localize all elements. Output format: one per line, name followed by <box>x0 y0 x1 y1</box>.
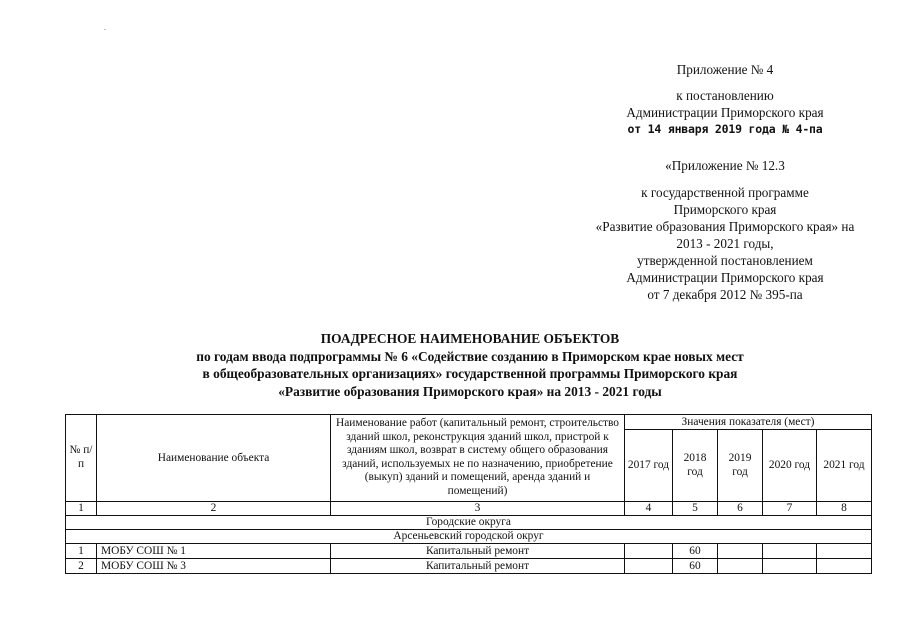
appendix-12-3-line: к государственной программе <box>641 185 809 200</box>
appendix-12-3-line: Администрации Приморского края <box>626 270 824 285</box>
row-value-2020 <box>763 543 817 558</box>
row-value-2019 <box>718 543 763 558</box>
row-work-type: Капитальный ремонт <box>331 543 625 558</box>
appendix-12-3-line: от 7 декабря 2012 № 395-па <box>647 287 803 302</box>
header-indicator-values: Значения показателя (мест) <box>625 415 872 430</box>
row-work-type: Капитальный ремонт <box>331 558 625 573</box>
row-value-2018: 60 <box>673 543 718 558</box>
group-row <box>66 515 872 529</box>
group-label: Городские округа <box>66 515 872 529</box>
column-number: 3 <box>331 501 625 515</box>
column-number: 5 <box>673 501 718 515</box>
header-year: 2017 год <box>625 430 673 502</box>
document-title <box>130 330 810 400</box>
table-row <box>66 543 872 558</box>
header-year: 2018 год <box>673 430 718 502</box>
appendix-4-heading: Приложение № 4 <box>676 62 774 77</box>
row-value-2018: 60 <box>673 558 718 573</box>
title-line: в общеобразовательных организациях» государственной программы Приморского края <box>202 366 738 381</box>
column-number: 1 <box>66 501 97 515</box>
title-line: «Развитие образования Приморского края» на 2013 - 2021 годы <box>278 383 662 399</box>
appendix-12-3-line: «Развитие образования Приморского края» на <box>595 219 855 234</box>
row-object-name: МОБУ СОШ № 3 <box>97 558 331 573</box>
row-number: 1 <box>66 543 97 558</box>
table-header-row <box>66 415 872 430</box>
column-number: 7 <box>763 501 817 515</box>
column-number: 4 <box>625 501 673 515</box>
header-object-name: Наименование объекта <box>97 415 331 502</box>
column-number: 2 <box>97 501 331 515</box>
appendix-4-line: к постановлению <box>676 88 774 103</box>
appendix-12-3-block <box>560 157 890 303</box>
column-number: 6 <box>718 501 763 515</box>
subgroup-row <box>66 529 872 543</box>
header-num: № п/п <box>66 415 97 502</box>
column-number: 8 <box>817 501 872 515</box>
title-line: по годам ввода подпрограммы № 6 «Содействие созданию в Приморском крае новых мест <box>196 348 744 364</box>
appendix-12-3-line: 2013 - 2021 годы, <box>676 236 774 251</box>
row-value-2021 <box>817 543 872 558</box>
row-number: 2 <box>66 558 97 573</box>
title-line: ПОАДРЕСНОЕ НАИМЕНОВАНИЕ ОБЪЕКТОВ <box>320 331 620 346</box>
subgroup-label: Арсеньевский городской округ <box>66 529 872 543</box>
row-value-2021 <box>817 558 872 573</box>
appendix-4-date-stamp: от 14 января 2019 года № 4-па <box>627 122 823 136</box>
row-value-2020 <box>763 558 817 573</box>
appendix-12-3-line: Приморского края <box>673 202 777 217</box>
row-value-2017 <box>625 543 673 558</box>
header-year: 2020 год <box>763 430 817 502</box>
objects-table <box>65 414 872 574</box>
header-year: 2019 год <box>718 430 763 502</box>
appendix-4-line: Администрации Приморского края <box>626 105 824 120</box>
header-year: 2021 год <box>817 430 872 502</box>
column-numbering-row <box>66 501 872 515</box>
appendix-12-3-heading: «Приложение № 12.3 <box>665 158 785 173</box>
table-row <box>66 558 872 573</box>
appendix-12-3-line: утвержденной постановлением <box>637 253 813 268</box>
appendix-4-block <box>560 61 890 138</box>
row-value-2017 <box>625 558 673 573</box>
row-object-name: МОБУ СОШ № 1 <box>97 543 331 558</box>
header-work-type: Наименование работ (капитальный ремонт, строительство зданий школ, реконструкция зданий школ, пристрой к зданиям школ, возврат в систему общего образования зданий, используемых не по назначению, приобретение (выкуп) зданий и помещений, аренда зданий и помещений) <box>331 415 625 502</box>
scan-speck <box>104 29 106 30</box>
row-value-2019 <box>718 558 763 573</box>
